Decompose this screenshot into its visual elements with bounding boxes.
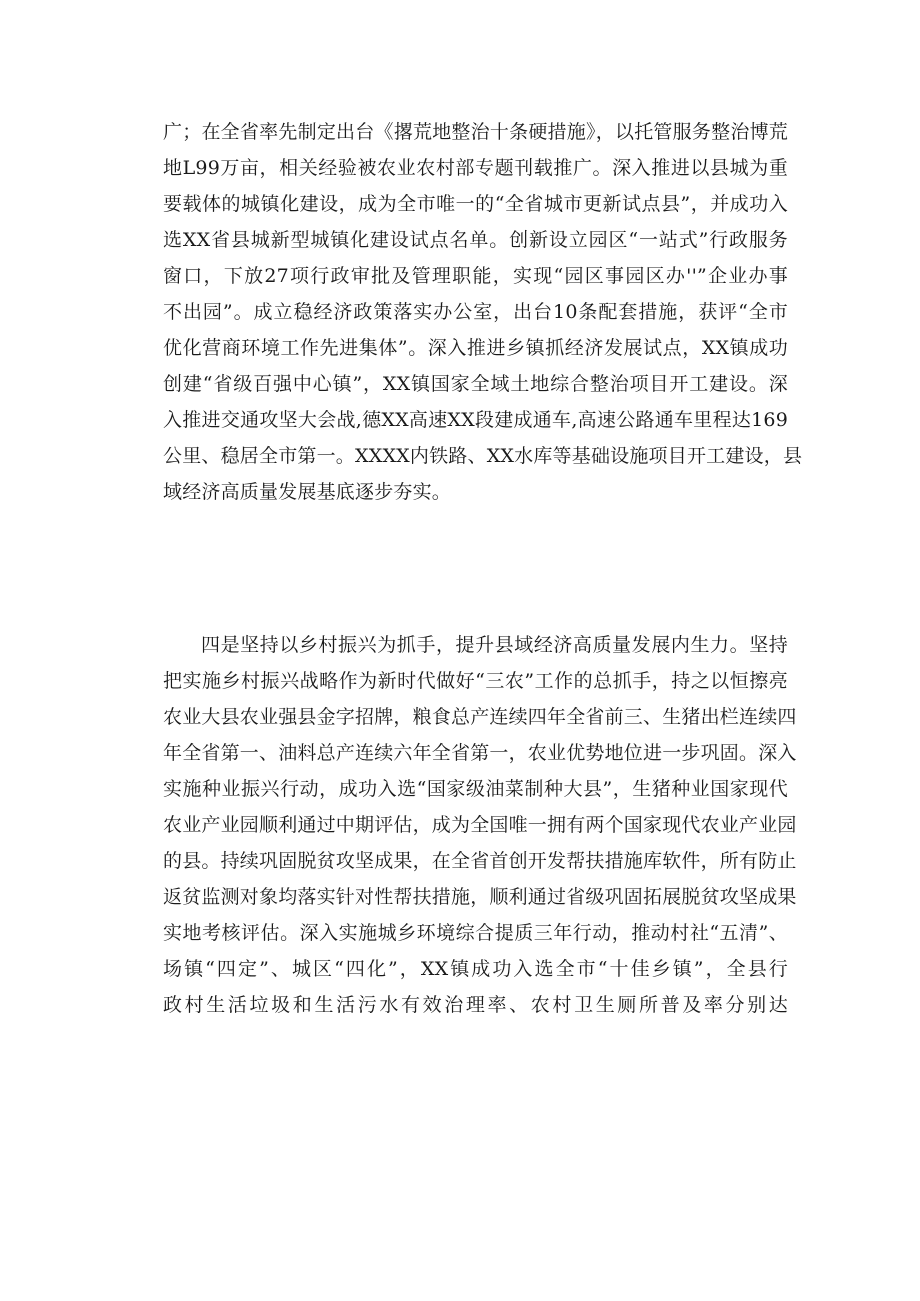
text-line: 优化营商环境工作先进集体”。深入推进乡镇抓经济发展试点，XX镇成功 — [163, 337, 788, 359]
text-line: 创建“省级百强中心镇”，XX镇国家全域土地综合整治项目开工建设。深 — [163, 373, 788, 395]
text-line: 四是坚持以乡村振兴为抓手，提升县域经济高质量发展内生力。坚持 — [201, 634, 788, 656]
text-line: 广；在全省率先制定出台《撂荒地整治十条硬措施》，以托管服务整治博荒 — [163, 121, 788, 143]
text-line: 的县。持续巩固脱贫攻坚成果，在全省首创开发帮扶措施库软件，所有防止 — [163, 850, 797, 872]
text-line: 域经济高质量发展基底逐步夯实。 — [163, 481, 452, 503]
paragraph-1 — [163, 114, 803, 510]
text-line: 场镇“四定”、城区“四化”，XX镇成功入选全市“十佳乡镇”，全县行 — [163, 958, 788, 980]
text-line: 年全省第一、油料总产连续六年全省第一，农业优势地位进一步巩固。深入 — [163, 742, 797, 764]
text-line: 窗口，下放27项行政审批及管理职能，实现“园区事园区办''”企业办事 — [163, 265, 788, 287]
text-line: 选XX省县城新型城镇化建设试点名单。创新设立园区“一站式”行政服务 — [163, 229, 788, 251]
text-line: 不出园”。成立稳经济政策落实办公室，出台10条配套措施，获评“全市 — [163, 301, 788, 323]
text-line: 政村生活垃圾和生活污水有效治理率、农村卫生厕所普及率分别达 — [163, 994, 788, 1016]
text-line: 返贫监测对象均落实针对性帮扶措施，顺利通过省级巩固拓展脱贫攻坚成果 — [163, 886, 797, 908]
text-line: 农业产业园顺利通过中期评估，成为全国唯一拥有两个国家现代农业产业园 — [163, 814, 797, 836]
text-line: 要载体的城镇化建设，成为全市唯一的“全省城市更新试点县”，并成功入 — [163, 193, 788, 215]
text-line: 把实施乡村振兴战略作为新时代做好“三农”工作的总抓手，持之以恒擦亮 — [163, 670, 788, 692]
text-line: 入推进交通攻坚大会战,德XX高速XX段建成通车,高速公路通车里程达169 — [163, 409, 788, 431]
text-line: 公里、稳居全市第一。XXXX内铁路、XX水库等基础设施项目开工建设，县 — [163, 445, 803, 467]
text-line: 实地考核评估。深入实施城乡环境综合提质三年行动，推动村社“五清”、 — [163, 922, 788, 944]
text-line: 实施种业振兴行动，成功入选“国家级油菜制种大县”，生猪种业国家现代 — [163, 778, 788, 800]
text-line: 地L99万亩，相关经验被农业农村部专题刊载推广。深入推进以县城为重 — [163, 157, 788, 179]
paragraph-2 — [163, 627, 797, 1023]
text-line: 农业大县农业强县金字招牌，粮食总产连续四年全省前三、生猪出栏连续四 — [163, 706, 797, 728]
